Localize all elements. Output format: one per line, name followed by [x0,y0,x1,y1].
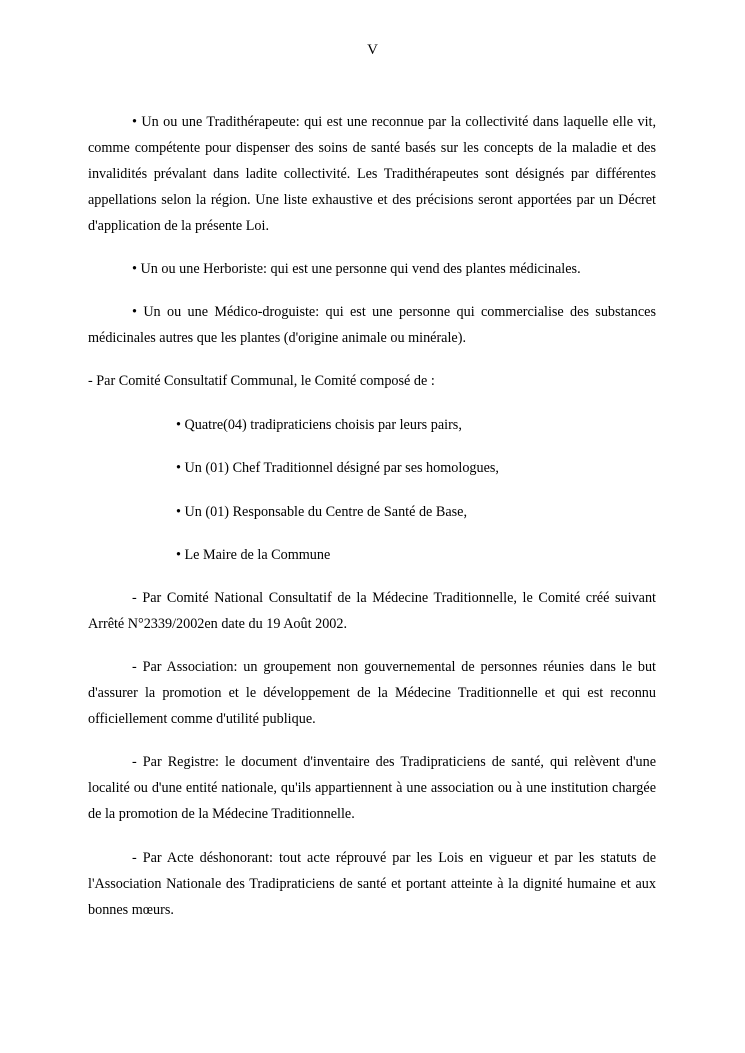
paragraph-registre: - Par Registre: le document d'inventaire des Tradipraticiens de santé, qui relèvent d'une localité ou d'une entité nationale, qu'ils appartiennent à une association ou à une institution chargée de la promotion de la Médecine Traditionnelle. [88,754,656,822]
page-number: V [367,42,378,58]
paragraph-acte-deshonorant: - Par Acte déshonorant: tout acte réprouvé par les Lois en vigueur et par les statuts de l'Association Nationale des Tradipraticiens de santé et portant atteinte à la dignité humaine et aux bonnes mœurs. [88,850,656,918]
committee-member-item: • Quatre(04) tradipraticiens choisis par leurs pairs, [176,417,462,433]
paragraph-comite-national: - Par Comité National Consultatif de la Médecine Traditionnelle, le Comité créé suivant Arrêté N°2339/2002en date du 19 Août 2002. [88,590,656,632]
paragraph-medico-droguiste: • Un ou une Médico-droguiste: qui est une personne qui commercialise des substances médicinales autres que les plantes (d'origine animale ou minérale). [88,304,656,346]
committee-member-item: • Le Maire de la Commune [176,547,331,563]
paragraph-association: - Par Association: un groupement non gouvernemental de personnes réunies dans le but d'assurer la promotion et le développement de la Médecine Traditionnelle et qui est reconnu officiellement comme d'utilité publique. [88,659,656,727]
paragraph-herboriste: • Un ou une Herboriste: qui est une personne qui vend des plantes médicinales. [132,261,581,277]
paragraph-traditherapeute: • Un ou une Tradithérapeute: qui est une reconnue par la collectivité dans laquelle elle vit, comme compétente pour dispenser des soins de santé basés sur les concepts de la maladie et des invalidités prévalant dans ladite collectivité. Les Tradithérapeutes sont désignés par différentes appellations selon la région. Une liste exhaustive et des précisions seront apportées par un Décret d'application de la présente Loi. [88,114,656,234]
paragraph-comite-communal: - Par Comité Consultatif Communal, le Comité composé de : [88,373,435,389]
committee-member-item: • Un (01) Responsable du Centre de Santé de Base, [176,504,468,520]
committee-member-item: • Un (01) Chef Traditionnel désigné par ses homologues, [176,460,499,476]
